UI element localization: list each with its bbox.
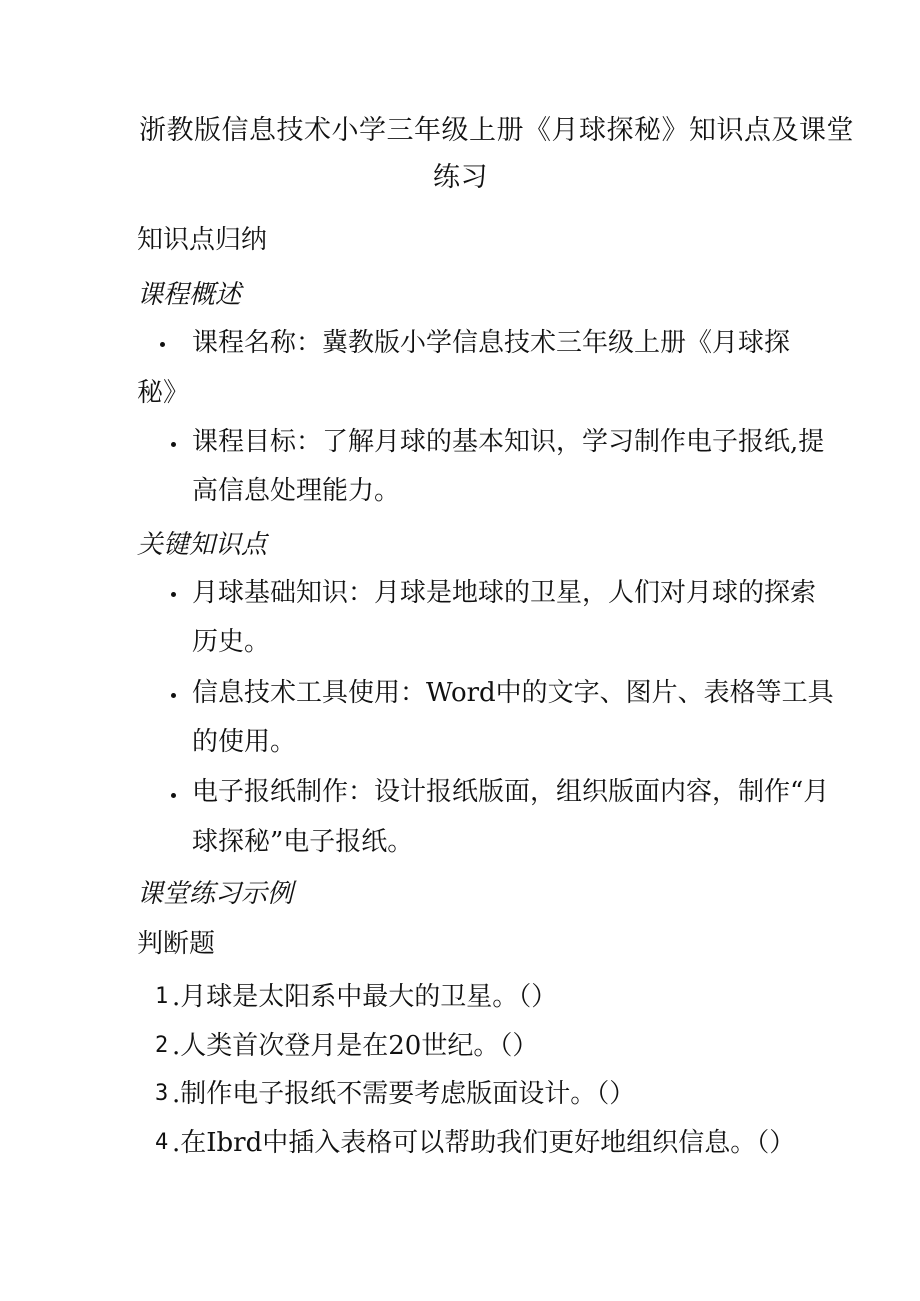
question-number: 1 xyxy=(155,984,169,1009)
question-text: .在Ibrd中插入表格可以帮助我们更好地组织信息。（） xyxy=(172,1128,796,1158)
document-title-line2: 练习 xyxy=(433,162,488,193)
section-heading-knowledge: 知识点归纳 xyxy=(137,225,268,255)
key-point-newspaper-line2: 球探秘”电子报纸。 xyxy=(192,827,414,857)
key-point-tools-line2: 的使用。 xyxy=(192,727,297,757)
course-name-line1: 课程名称：冀教版小学信息技术三年级上册《月球探 xyxy=(192,328,791,358)
course-goal-line2: 高信息处理能力。 xyxy=(192,476,401,506)
key-point-moon-line1: 月球基础知识：月球是地球的卫星，人们对月球的探索 xyxy=(192,578,817,608)
subsection-heading-course-overview: 课程概述 xyxy=(137,280,242,310)
key-point-tools-line1: 信息技术工具使用：Word中的文字、图片、表格等工具 xyxy=(192,678,834,708)
bullet-icon xyxy=(171,793,176,798)
question-text: .人类首次登月是在20世纪。（） xyxy=(172,1031,539,1061)
question-text: .制作电子报纸不需要考虑版面设计。（） xyxy=(172,1079,636,1109)
subsection-heading-exercises: 课堂练习示例 xyxy=(137,879,294,909)
bullet-icon xyxy=(171,592,176,597)
question-number: 4 xyxy=(155,1130,169,1155)
bullet-icon xyxy=(171,442,176,447)
key-point-moon-line2: 历史。 xyxy=(192,627,271,657)
course-name-line2: 秘》 xyxy=(137,378,190,408)
key-point-newspaper-line1: 电子报纸制作：设计报纸版面，组织版面内容，制作“月 xyxy=(192,777,830,807)
bullet-icon xyxy=(171,693,176,698)
question-number: 3 xyxy=(155,1081,169,1106)
question-text: .月球是太阳系中最大的卫星。（） xyxy=(172,982,558,1012)
bullet-icon xyxy=(160,342,165,347)
subsection-heading-key-points: 关键知识点 xyxy=(137,530,268,560)
judgment-heading: 判断题 xyxy=(137,929,216,959)
question-number: 2 xyxy=(155,1033,169,1058)
course-goal-line1: 课程目标：了解月球的基本知识，学习制作电子报纸,提 xyxy=(192,427,825,457)
document-title-line1: 浙教版信息技术小学三年级上册《月球探秘》知识点及课堂 xyxy=(139,115,854,146)
